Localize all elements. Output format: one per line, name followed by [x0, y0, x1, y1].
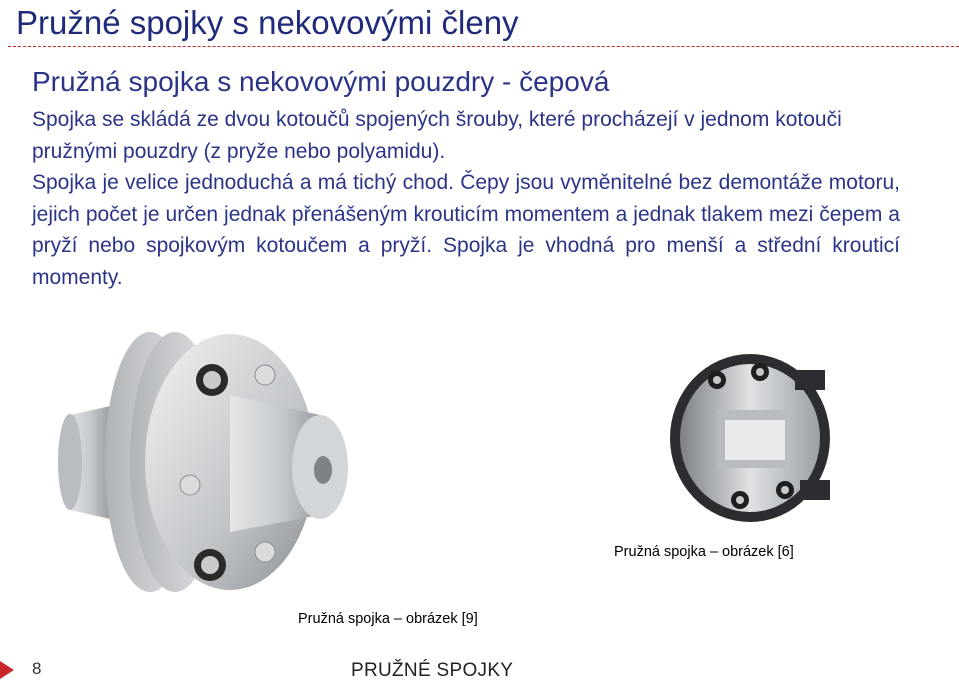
- caption-text: Pružná spojka – obrázek: [298, 611, 458, 627]
- slide-subtitle: Pružná spojka s nekovovými pouzdry - čepová: [32, 66, 610, 97]
- caption-ref: [9]: [461, 611, 478, 627]
- footer-section-title: PRUŽNÉ SPOJKY: [351, 660, 514, 681]
- title-divider: [8, 46, 959, 47]
- footer-arrow-icon: [0, 661, 14, 679]
- paragraph-2: Spojka je velice jednoduchá a má tichý chod. Čepy jsou vyměnitelné bez demontáže motoru, jejich počet je určen jednak přenášeným krouticím momentem a jednak tlakem mezi čepem a pryží nebo spojkovým kotoučem a pryží. Spojka je vhodná pro menší a střední krouticí momenty.: [32, 171, 900, 289]
- caption-ref: [6]: [777, 544, 794, 560]
- coupling-photo-right: [665, 350, 835, 525]
- caption-text: Pružná spojka – obrázek: [614, 544, 774, 560]
- page-number: 8: [32, 659, 42, 678]
- figure-caption-right: [614, 544, 794, 560]
- coupling-photo-left: [40, 320, 370, 605]
- paragraph-1: Spojka se skládá ze dvou kotoučů spojených šrouby, které procházejí v jednom kotouči pružnými pouzdry (z pryže nebo polyamidu).: [32, 108, 842, 163]
- slide-title: Pružné spojky s nekovovými členy: [16, 4, 519, 41]
- figure-caption-left: [298, 611, 478, 627]
